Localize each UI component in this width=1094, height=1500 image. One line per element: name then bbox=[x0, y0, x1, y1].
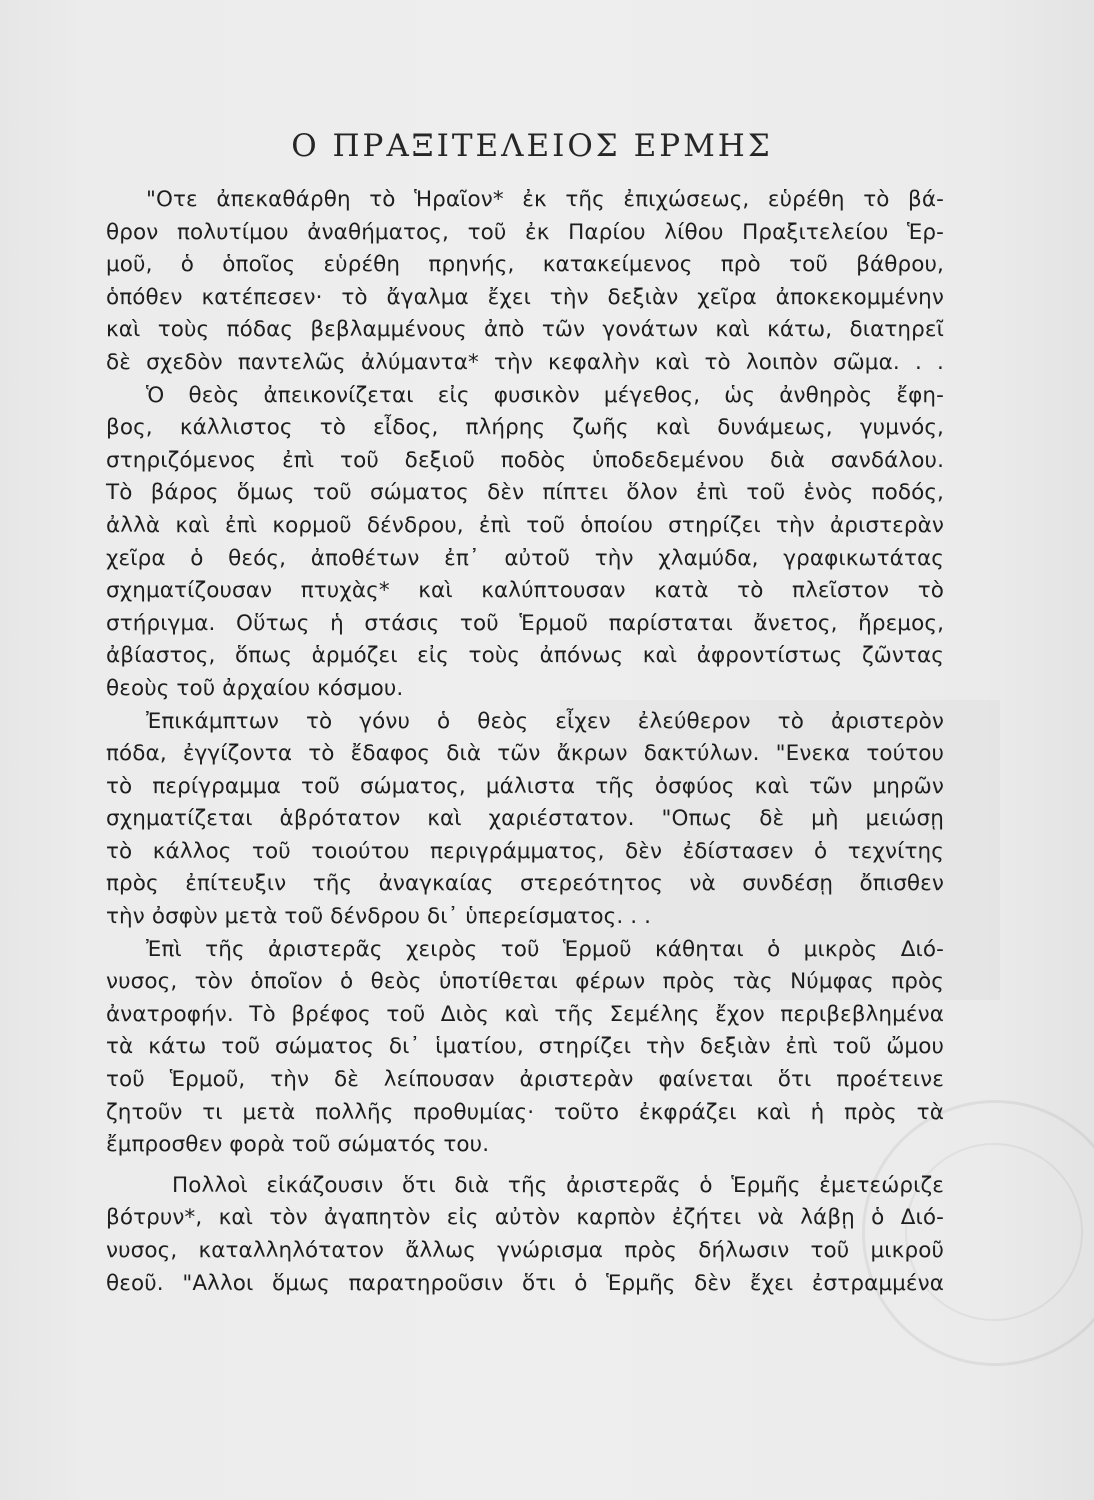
text-line: χεῖρα ὁ θεός, ἀποθέτων ἐπ᾽ αὐτοῦ τὴν χλαμύδα, γραφικωτάτας bbox=[106, 545, 944, 571]
text-line: καὶ τοὺς πόδας βεβλαμμένους ἀπὸ τῶν γονάτων καὶ κάτω, διατηρεῖ bbox=[106, 317, 944, 343]
text-line: θεοῦ. "Αλλοι ὅμως παρατηροῦσιν ὅτι ὁ Ἑρμῆς δὲν ἔχει ἐστραμμένα bbox=[106, 1270, 944, 1296]
text-line: ἀλλὰ καὶ ἐπὶ κορμοῦ δένδρου, ἐπὶ τοῦ ὁποίου στηρίζει τὴν ἀριστερὰν bbox=[106, 512, 944, 538]
text-line: σχηματίζουσαν πτυχὰς* καὶ καλύπτουσαν κατὰ τὸ πλεῖστον τὸ bbox=[106, 578, 944, 604]
text-line: ἔμπροσθεν φορὰ τοῦ σώματός του. bbox=[106, 1132, 490, 1158]
text-line: βότρυν*, καὶ τὸν ἀγαπητὸν εἰς αὐτὸν καρπὸν ἐζήτει νὰ λάβῃ ὁ Διό- bbox=[106, 1205, 944, 1231]
text-line: Ἐπικάμπτων τὸ γόνυ ὁ θεὸς εἶχεν ἐλεύθερον τὸ ἀριστερὸν bbox=[146, 708, 944, 734]
text-line: Ἐπὶ τῆς ἀριστερᾶς χειρὸς τοῦ Ἑρμοῦ κάθηται ὁ μικρὸς Διό- bbox=[146, 936, 944, 962]
paragraph-gap bbox=[106, 1162, 944, 1170]
text-line: νυσος, τὸν ὁποῖον ὁ θεὸς ὑποτίθεται φέρων πρὸς τὰς Νύμφας πρὸς bbox=[106, 969, 944, 995]
text-line: τὴν ὀσφὺν μετὰ τοῦ δένδρου δι᾽ ὑπερείσματος. . . bbox=[106, 904, 652, 930]
text-line: Τὸ βάρος ὅμως τοῦ σώματος δὲν πίπτει ὅλον ἐπὶ τοῦ ἑνὸς ποδός, bbox=[106, 480, 944, 506]
text-line: Ὁ θεὸς ἀπεικονίζεται εἰς φυσικὸν μέγεθος, ὡς ἀνθηρὸς ἔφη- bbox=[146, 382, 944, 408]
text-line: θρον πολυτίμου ἀναθήματος, τοῦ ἐκ Παρίου λίθου Πραξιτελείου Ἑρ- bbox=[106, 219, 944, 245]
text-line: πρὸς ἐπίτευξιν τῆς ἀναγκαίας στερεότητος νὰ συνδέσῃ ὄπισθεν bbox=[106, 871, 944, 897]
body-text bbox=[106, 184, 944, 1300]
text-line: νυσος, καταλληλότατον ἄλλως γνώρισμα πρὸς δήλωσιν τοῦ μικροῦ bbox=[106, 1238, 944, 1263]
text-line: σχηματίζεται ἁβρότατον καὶ χαριέστατον. "Οπως δὲ μὴ μειώσῃ bbox=[106, 806, 944, 832]
text-line: ἀβίαστος, ὅπως ἁρμόζει εἰς τοὺς ἀπόνως καὶ ἀφροντίστως ζῶντας bbox=[106, 643, 944, 669]
text-line: τὸ κάλλος τοῦ τοιούτου περιγράμματος, δὲν ἐδίστασεν ὁ τεχνίτης bbox=[106, 838, 944, 864]
text-line: ἀνατροφήν. Τὸ βρέφος τοῦ Διὸς καὶ τῆς Σεμέλης ἔχον περιβεβλημένα bbox=[106, 1001, 944, 1027]
text-line: πόδα, ἐγγίζοντα τὸ ἔδαφος διὰ τῶν ἄκρων δακτύλων. "Ενεκα τούτου bbox=[106, 741, 944, 767]
text-line: τὸ περίγραμμα τοῦ σώματος, μάλιστα τῆς ὀσφύος καὶ τῶν μηρῶν bbox=[106, 773, 944, 799]
text-line: τοῦ Ἑρμοῦ, τὴν δὲ λείπουσαν ἀριστερὰν φαίνεται ὅτι προέτεινε bbox=[106, 1067, 944, 1093]
text-line: θεοὺς τοῦ ἀρχαίου κόσμου. bbox=[106, 675, 404, 701]
text-line: τὰ κάτω τοῦ σώματος δι᾽ ἱματίου, στηρίζει τὴν δεξιὰν ἐπὶ τοῦ ὤμου bbox=[106, 1034, 944, 1060]
text-line: δὲ σχεδὸν παντελῶς ἀλύμαντα* τὴν κεφαλὴν καὶ τὸ λοιπὸν σῶμα. . . bbox=[106, 349, 944, 375]
text-line: στήριγμα. Οὕτως ἡ στάσις τοῦ Ἑρμοῦ παρίσταται ἄνετος, ἤρεμος, bbox=[106, 610, 944, 636]
text-line: "Οτε ἀπεκαθάρθη τὸ Ἡραῖον* ἐκ τῆς ἐπιχώσεως, εὑρέθη τὸ βά- bbox=[146, 187, 944, 212]
text-line: ὁπόθεν κατέπεσεν· τὸ ἄγαλμα ἔχει τὴν δεξιὰν χεῖρα ἀποκεκομμένην bbox=[106, 284, 944, 310]
text-line: μοῦ, ὁ ὁποῖος εὑρέθη πρηνής, κατακείμενος πρὸ τοῦ βάθρου, bbox=[106, 252, 944, 278]
text-line: Πολλοὶ εἰκάζουσιν ὅτι διὰ τῆς ἀριστερᾶς ὁ Ἑρμῆς ἐμετεώριζε bbox=[172, 1172, 944, 1198]
page-title: Ο ΠΡΑΞΙΤΕΛΕΙΟΣ ΕΡΜΗΣ bbox=[291, 128, 773, 164]
text-line: ζητοῦν τι μετὰ πολλῆς προθυμίας· τοῦτο ἐκφράζει καὶ ἡ πρὸς τὰ bbox=[106, 1099, 944, 1125]
text-line: βος, κάλλιστος τὸ εἶδος, πλήρης ζωῆς καὶ δυνάμεως, γυμνός, bbox=[106, 415, 944, 441]
text-line: στηριζόμενος ἐπὶ τοῦ δεξιοῦ ποδὸς ὑποδεδεμένου διὰ σανδάλου. bbox=[106, 447, 944, 473]
